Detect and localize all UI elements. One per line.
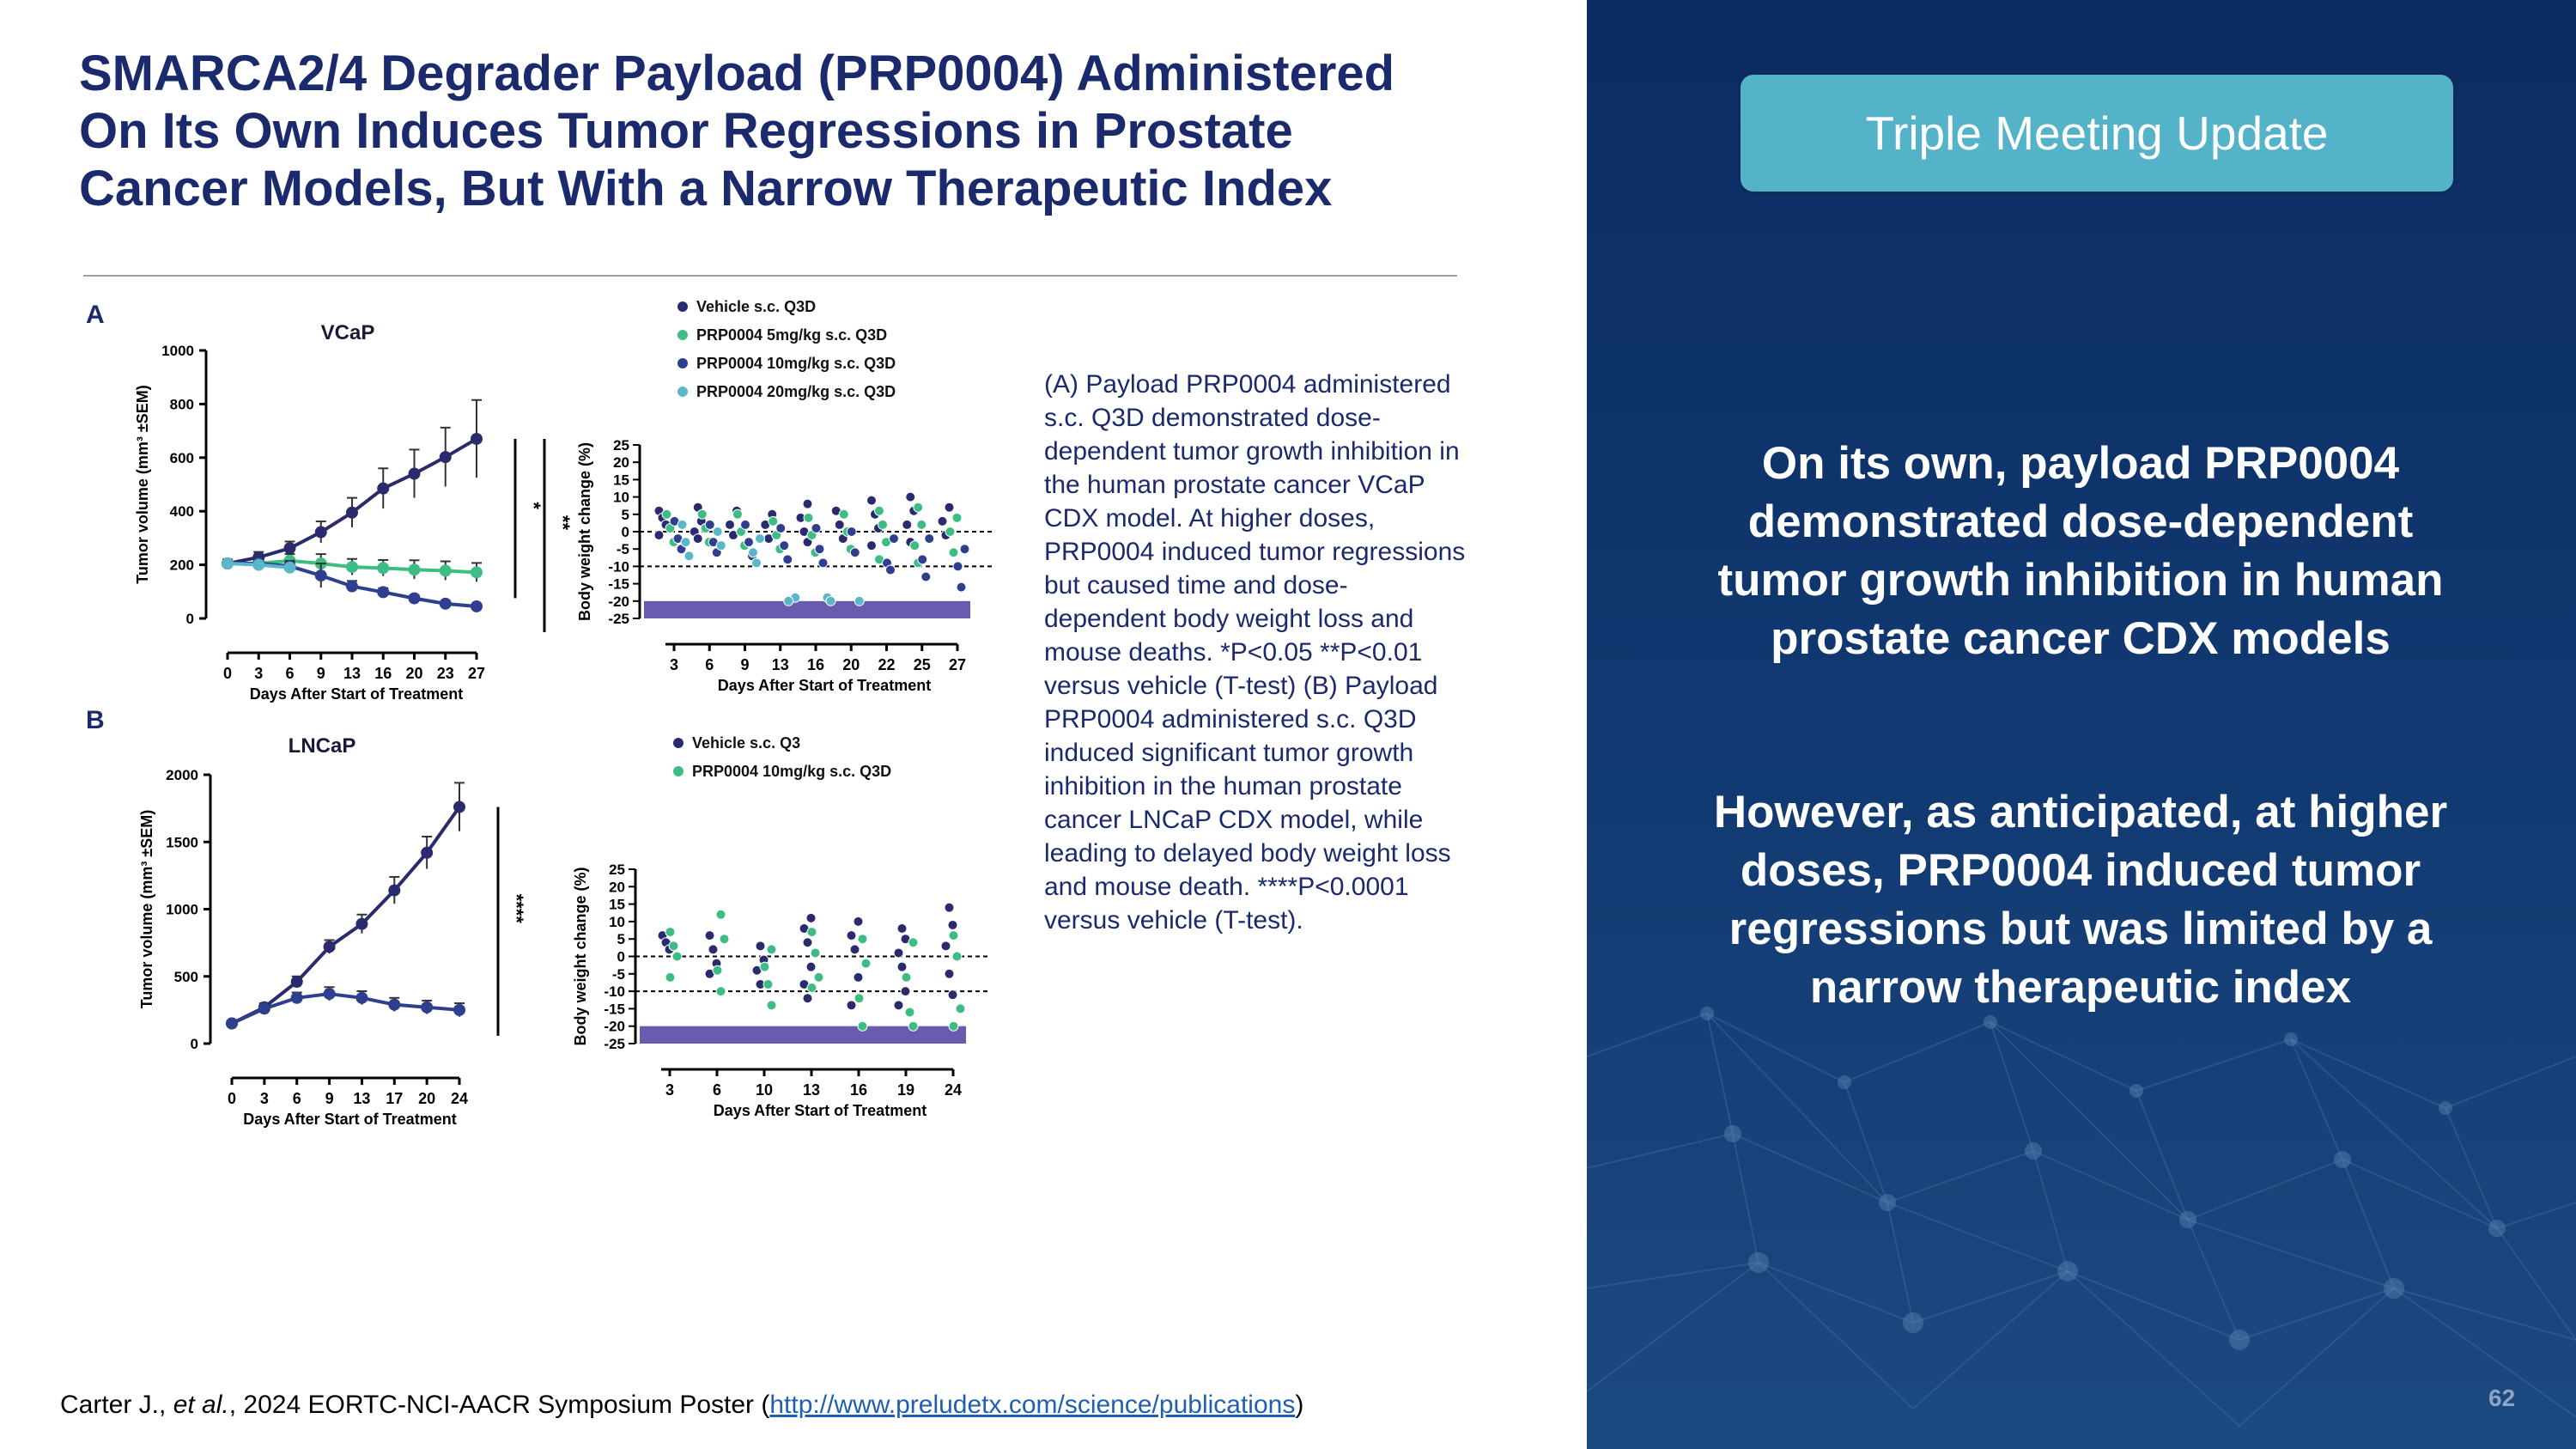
y-tick-label-b: 0 xyxy=(617,948,625,965)
body-weight-point-prp_5mg xyxy=(914,502,923,512)
x-tick-label-a: 16 xyxy=(374,665,392,682)
title-line: SMARCA2/4 Degrader Payload (PRP0004) Administered xyxy=(79,46,1395,101)
body-weight-point-vehicle xyxy=(708,945,718,954)
significance-label-a: ** xyxy=(552,514,574,531)
x-tick-label-a: 9 xyxy=(740,656,750,673)
body-weight-point-prp_10mg_b xyxy=(908,938,918,947)
body-weight-point-prp_20mg xyxy=(677,520,687,529)
body-weight-point-prp_5mg xyxy=(697,509,707,519)
body-weight-point-prp_10mg xyxy=(886,565,896,575)
body-weight-point-vehicle xyxy=(945,502,954,512)
body-weight-point-prp_5mg xyxy=(662,509,671,519)
x-tick-label-a: 3 xyxy=(669,656,679,673)
body-weight-point-prp_20mg xyxy=(756,534,765,544)
chart-title-a: VCaP xyxy=(320,321,375,344)
body-weight-point-vehicle xyxy=(854,916,863,926)
legend-label-prp_10mg_b: PRP0004 10mg/kg s.c. Q3D xyxy=(692,763,892,780)
body-weight-point-prp_10mg_b xyxy=(902,972,911,982)
x-axis-label-b: Days After Start of Treatment xyxy=(243,1111,457,1128)
body-weight-point-prp_10mg_b xyxy=(763,979,773,989)
body-weight-point-prp_5mg xyxy=(769,516,778,526)
y-tick-label-b: 5 xyxy=(617,931,625,948)
data-point-prp_5mg xyxy=(440,564,452,576)
y-tick-label-a: -25 xyxy=(608,611,629,627)
desc-line: but caused time and dose- xyxy=(1044,571,1348,600)
body-weight-point-prp_10mg_b xyxy=(908,1021,918,1031)
y-tick-label-a: 0 xyxy=(621,524,629,540)
y-tick-label-b: 15 xyxy=(609,896,625,913)
page-title xyxy=(79,45,1539,217)
body-weight-point-vehicle xyxy=(902,520,912,529)
panel-label-b: B xyxy=(86,706,105,734)
side-panel xyxy=(1587,0,2576,1449)
y-tick-label-a: -20 xyxy=(608,593,629,610)
body-weight-point-vehicle xyxy=(894,1001,903,1010)
body-weight-point-prp_5mg xyxy=(945,527,955,537)
body-weight-point-prp_10mg_b xyxy=(956,1004,965,1014)
x-tick-label-b: 6 xyxy=(292,1090,301,1107)
y-tick-label-b: 0 xyxy=(190,1036,198,1052)
legend-label-vehicle: Vehicle s.c. Q3D xyxy=(696,298,817,315)
body-weight-point-prp_20mg xyxy=(684,551,694,561)
y-tick-label-b: -25 xyxy=(604,1036,625,1052)
desc-line: versus vehicle (T-test). xyxy=(1044,906,1303,935)
body-weight-point-prp_10mg_b xyxy=(807,928,817,937)
data-point-vehicle xyxy=(355,918,368,930)
x-tick-label-a: 22 xyxy=(878,656,896,673)
x-tick-label-b: 9 xyxy=(325,1090,334,1107)
body-weight-point-prp_20mg xyxy=(713,527,722,537)
body-weight-point-vehicle xyxy=(806,913,816,922)
desc-line: PRP0004 administered s.c. Q3D xyxy=(1044,705,1417,734)
x-tick-label-a: 16 xyxy=(806,656,825,673)
body-weight-point-prp_10mg_b xyxy=(713,965,722,975)
figure-panels xyxy=(60,283,1091,1142)
key-message-line: narrow therapeutic index xyxy=(1809,962,2352,1013)
data-point-prp_10mg xyxy=(453,1004,465,1016)
legend-marker-prp_20mg xyxy=(677,387,688,397)
body-weight-point-prp_10mg_b xyxy=(665,928,675,937)
data-point-prp_10mg xyxy=(324,988,336,1000)
data-point-vehicle xyxy=(471,433,483,445)
data-point-prp_5mg xyxy=(409,563,421,575)
data-point-prp_20mg xyxy=(252,559,264,571)
body-weight-point-prp_5mg xyxy=(875,506,884,515)
data-point-vehicle xyxy=(324,941,336,953)
body-weight-point-vehicle xyxy=(850,945,860,954)
body-weight-point-prp_10mg xyxy=(957,582,966,592)
desc-line: CDX model. At higher doses, xyxy=(1044,504,1376,533)
body-weight-point-vehicle xyxy=(901,987,910,996)
y-axis-label-a: Tumor volume (mm³ ±SEM) xyxy=(134,385,151,584)
body-weight-point-prp_10mg xyxy=(705,520,714,529)
data-point-prp_5mg xyxy=(346,561,358,573)
x-tick-label-a: 13 xyxy=(771,656,789,673)
body-weight-point-prp_10mg_b xyxy=(858,1021,867,1031)
body-weight-point-prp_10mg_b xyxy=(949,1021,958,1031)
x-tick-label-a: 9 xyxy=(316,665,325,682)
body-weight-point-prp_10mg xyxy=(744,538,754,547)
body-weight-point-prp_10mg xyxy=(925,534,934,544)
body-weight-point-prp_20mg xyxy=(749,548,758,557)
title-line: Cancer Models, But With a Narrow Therapeutic Index xyxy=(79,161,1333,216)
body-weight-point-vehicle xyxy=(854,972,863,982)
desc-line: leading to delayed body weight loss xyxy=(1044,839,1451,868)
body-weight-point-vehicle xyxy=(894,948,903,958)
data-point-prp_10mg xyxy=(471,600,483,612)
data-point-prp_5mg xyxy=(377,562,389,574)
body-weight-point-prp_10mg xyxy=(780,541,789,551)
data-point-prp_10mg xyxy=(377,586,389,598)
data-point-vehicle xyxy=(409,468,421,480)
body-weight-point-prp_5mg xyxy=(949,548,958,557)
significance-label-a: * xyxy=(523,502,544,509)
body-weight-point-prp_20mg xyxy=(784,596,793,606)
legend-marker-vehicle xyxy=(673,738,683,748)
data-point-vehicle xyxy=(440,451,452,463)
data-point-prp_10mg xyxy=(355,992,368,1004)
body-weight-point-prp_10mg_b xyxy=(669,941,678,951)
body-weight-point-prp_10mg xyxy=(918,555,927,564)
body-weight-point-vehicle xyxy=(906,492,915,502)
y-tick-label-a: -10 xyxy=(608,558,629,575)
x-tick-label-b: 19 xyxy=(896,1081,915,1099)
data-point-prp_10mg xyxy=(409,593,421,605)
key-message-line: regressions but was limited by a xyxy=(1728,904,2433,954)
body-weight-point-vehicle xyxy=(847,931,856,941)
body-weight-point-prp_5mg xyxy=(804,513,813,522)
desc-line: (A) Payload PRP0004 administered xyxy=(1044,370,1451,399)
chart-title-b: LNCaP xyxy=(288,734,356,758)
legend-label-prp_20mg: PRP0004 20mg/kg s.c. Q3D xyxy=(696,383,896,400)
x-tick-label-b: 13 xyxy=(353,1090,371,1107)
y-tick-label-a: 200 xyxy=(169,557,194,574)
body-weight-point-prp_5mg xyxy=(878,520,888,529)
body-weight-point-vehicle xyxy=(945,969,954,978)
x-tick-label-b: 13 xyxy=(802,1081,821,1099)
body-weight-point-prp_10mg_b xyxy=(949,931,958,941)
body-weight-point-prp_10mg xyxy=(811,523,821,533)
x-tick-label-b: 16 xyxy=(849,1081,868,1099)
data-point-prp_5mg xyxy=(471,566,483,578)
data-point-prp_20mg xyxy=(222,557,234,569)
body-weight-point-prp_10mg xyxy=(741,520,750,529)
x-tick-label-b: 17 xyxy=(386,1090,404,1107)
body-weight-point-prp_10mg xyxy=(815,545,824,554)
x-tick-label-a: 27 xyxy=(467,665,486,682)
x-tick-label-b: 10 xyxy=(755,1081,774,1099)
body-weight-point-prp_5mg xyxy=(839,509,848,519)
body-weight-point-vehicle xyxy=(897,924,907,934)
y-axis-label-a: Body weight change (%) xyxy=(576,441,593,622)
body-weight-point-vehicle xyxy=(803,938,812,947)
data-point-vehicle xyxy=(388,885,400,897)
y-tick-label-b: 2000 xyxy=(166,767,198,783)
body-weight-point-prp_10mg xyxy=(921,572,931,581)
death-band-a xyxy=(644,601,970,618)
key-message-line: doses, PRP0004 induced tumor xyxy=(1740,845,2421,896)
desc-line: versus vehicle (T-test) (B) Payload xyxy=(1044,672,1438,700)
x-tick-label-b: 24 xyxy=(450,1090,469,1107)
data-point-vehicle xyxy=(421,847,433,859)
citation-close: ) xyxy=(1295,1391,1304,1419)
x-tick-label-a: 20 xyxy=(842,656,860,673)
body-weight-point-prp_10mg xyxy=(890,534,899,544)
desc-line: s.c. Q3D demonstrated dose- xyxy=(1044,404,1381,432)
desc-line: cancer LNCaP CDX model, while xyxy=(1044,806,1424,834)
data-point-prp_10mg xyxy=(421,1002,433,1014)
body-weight-point-prp_5mg xyxy=(952,513,962,522)
y-tick-label-a: -15 xyxy=(608,575,629,593)
x-axis-label-b: Days After Start of Treatment xyxy=(713,1102,927,1119)
y-tick-label-a: 400 xyxy=(169,503,194,521)
body-weight-point-vehicle xyxy=(705,931,714,941)
key-message-line: On its own, payload PRP0004 xyxy=(1761,438,2400,489)
body-weight-point-vehicle xyxy=(803,499,812,508)
x-tick-label-a: 23 xyxy=(436,665,454,682)
body-weight-point-prp_20mg xyxy=(826,596,835,606)
body-weight-point-vehicle xyxy=(693,534,702,544)
body-weight-point-prp_10mg_b xyxy=(858,935,867,944)
data-point-vehicle xyxy=(346,507,358,519)
x-tick-label-a: 25 xyxy=(913,656,931,673)
data-point-prp_10mg xyxy=(226,1018,238,1030)
key-message-2 xyxy=(1656,783,2506,1017)
y-tick-label-b: 500 xyxy=(173,968,198,985)
key-message-line: However, as anticipated, at higher xyxy=(1713,787,2448,837)
body-weight-point-prp_20mg xyxy=(681,538,690,547)
key-message-line: demonstrated dose-dependent xyxy=(1747,496,2414,547)
y-tick-label-a: 5 xyxy=(621,506,629,523)
body-weight-point-prp_20mg xyxy=(752,558,762,568)
key-message-1 xyxy=(1656,435,2506,668)
y-tick-label-b: 1000 xyxy=(166,901,198,918)
body-weight-point-prp_10mg_b xyxy=(811,948,820,958)
y-tick-label-a: 15 xyxy=(613,472,629,489)
x-tick-label-b: 20 xyxy=(418,1090,436,1107)
body-weight-point-vehicle xyxy=(756,941,765,951)
legend-marker-vehicle xyxy=(677,301,688,312)
significance-label-b: **** xyxy=(506,893,527,923)
x-tick-label-a: 13 xyxy=(343,665,361,682)
body-weight-point-prp_5mg xyxy=(733,509,743,519)
y-tick-label-b: 20 xyxy=(609,879,625,896)
data-point-prp_10mg xyxy=(440,598,452,610)
body-weight-point-vehicle xyxy=(726,520,735,529)
title-line: On Its Own Induces Tumor Regressions in Prostate xyxy=(79,103,1293,159)
legend-marker-prp_10mg_b xyxy=(673,766,683,776)
x-tick-label-b: 3 xyxy=(259,1090,269,1107)
body-weight-point-vehicle xyxy=(938,516,947,526)
desc-line: dependent tumor growth inhibition in xyxy=(1044,437,1460,466)
data-point-prp_10mg xyxy=(315,569,327,581)
body-weight-point-vehicle xyxy=(897,962,907,971)
y-tick-label-b: 25 xyxy=(609,861,625,878)
network-background xyxy=(1587,0,2576,1449)
legend-marker-prp_10mg xyxy=(677,358,688,368)
body-weight-point-vehicle xyxy=(867,541,877,551)
x-tick-label-a: 27 xyxy=(948,656,967,673)
y-tick-label-b: 1500 xyxy=(166,834,198,851)
data-point-prp_10mg xyxy=(258,1002,270,1014)
x-tick-label-b: 0 xyxy=(227,1090,237,1107)
body-weight-point-prp_10mg_b xyxy=(767,1001,776,1010)
body-weight-point-vehicle xyxy=(847,1001,856,1010)
meeting-badge: Triple Meeting Update xyxy=(1738,72,2456,194)
citation-etal: et al. xyxy=(173,1391,229,1419)
body-weight-point-prp_10mg xyxy=(847,527,856,537)
body-weight-point-prp_10mg_b xyxy=(665,972,675,982)
body-weight-point-vehicle xyxy=(803,994,812,1003)
legend-label-prp_5mg: PRP0004 5mg/kg s.c. Q3D xyxy=(696,326,888,344)
y-axis-label-b: Tumor volume (mm³ ±SEM) xyxy=(138,809,155,1009)
body-weight-point-prp_10mg_b xyxy=(767,945,776,954)
y-tick-label-a: 1000 xyxy=(161,343,194,359)
y-tick-label-a: 20 xyxy=(613,454,629,472)
data-point-prp_10mg xyxy=(291,992,303,1004)
y-axis-label-b: Body weight change (%) xyxy=(572,867,589,1046)
body-weight-point-prp_10mg xyxy=(850,548,860,557)
key-message-line: prostate cancer CDX models xyxy=(1771,613,2391,664)
x-axis-label-a: Days After Start of Treatment xyxy=(717,677,932,694)
citation-text: , 2024 EORTC-NCI-AACR Symposium Poster ( xyxy=(228,1391,770,1419)
key-message-line: tumor growth inhibition in human xyxy=(1717,555,2444,606)
panel-label-a: A xyxy=(86,301,105,329)
x-tick-label-a: 0 xyxy=(222,665,233,682)
desc-line: dependent body weight loss and xyxy=(1044,605,1414,633)
figure-description xyxy=(1044,368,1525,937)
data-point-vehicle xyxy=(284,542,296,554)
y-tick-label-a: 10 xyxy=(613,489,629,506)
body-weight-point-vehicle xyxy=(867,496,877,505)
body-weight-point-prp_10mg_b xyxy=(952,952,962,961)
x-axis-label-a: Days After Start of Treatment xyxy=(249,685,464,703)
x-tick-label-b: 3 xyxy=(665,1081,675,1099)
y-tick-label-a: 0 xyxy=(185,611,194,627)
y-tick-label-a: 25 xyxy=(613,437,629,454)
y-tick-label-b: -5 xyxy=(611,965,625,983)
body-weight-point-vehicle xyxy=(835,520,844,529)
citation xyxy=(60,1391,1303,1420)
body-weight-point-prp_10mg_b xyxy=(905,1008,914,1017)
body-weight-point-prp_10mg xyxy=(776,523,786,533)
legend-label-prp_10mg: PRP0004 10mg/kg s.c. Q3D xyxy=(696,355,896,372)
desc-line: and mouse death. ****P<0.0001 xyxy=(1044,873,1409,901)
x-tick-label-a: 6 xyxy=(705,656,714,673)
body-weight-point-vehicle xyxy=(941,941,951,951)
data-point-vehicle xyxy=(453,801,465,813)
x-tick-label-a: 20 xyxy=(405,665,423,682)
x-tick-label-a: 3 xyxy=(254,665,264,682)
desc-line: inhibition in the human prostate xyxy=(1044,772,1402,801)
body-weight-point-prp_10mg_b xyxy=(720,935,729,944)
publications-link[interactable]: http://www.preludetx.com/science/publications xyxy=(769,1391,1296,1419)
x-tick-label-a: 6 xyxy=(285,665,295,682)
y-tick-label-b: -10 xyxy=(604,983,625,1001)
body-weight-point-prp_5mg xyxy=(917,520,927,529)
series-line-vehicle xyxy=(232,807,459,1024)
body-weight-point-prp_5mg xyxy=(910,541,920,551)
body-weight-point-prp_10mg xyxy=(960,545,969,554)
body-weight-point-prp_20mg xyxy=(716,541,726,551)
y-tick-label-b: -20 xyxy=(604,1018,625,1035)
data-point-vehicle xyxy=(291,976,303,988)
desc-line: the human prostate cancer VCaP xyxy=(1044,471,1425,499)
data-point-vehicle xyxy=(377,483,389,495)
data-point-prp_10mg xyxy=(388,999,400,1011)
y-tick-label-a: 800 xyxy=(169,396,194,413)
title-divider xyxy=(83,275,1457,277)
body-weight-point-vehicle xyxy=(654,531,664,540)
legend-marker-prp_5mg xyxy=(677,330,688,340)
body-weight-point-vehicle xyxy=(806,962,816,971)
body-weight-point-prp_10mg_b xyxy=(814,972,823,982)
body-weight-point-prp_10mg_b xyxy=(861,959,871,968)
x-tick-label-b: 24 xyxy=(944,1081,963,1099)
body-weight-point-prp_10mg_b xyxy=(716,987,726,996)
y-tick-label-b: 10 xyxy=(609,913,625,930)
data-point-vehicle xyxy=(315,527,327,539)
page-number: 62 xyxy=(2488,1385,2516,1411)
body-weight-point-prp_10mg_b xyxy=(807,983,817,993)
y-tick-label-b: -15 xyxy=(604,1001,625,1018)
y-tick-label-a: -5 xyxy=(616,541,629,558)
body-weight-point-prp_20mg xyxy=(854,596,864,606)
data-point-prp_20mg xyxy=(284,562,296,574)
body-weight-point-vehicle xyxy=(948,920,957,929)
y-tick-label-a: 600 xyxy=(169,449,194,466)
body-weight-point-prp_10mg xyxy=(783,555,793,564)
body-weight-point-prp_10mg_b xyxy=(854,994,864,1003)
data-point-prp_10mg xyxy=(346,581,358,593)
desc-line: induced significant tumor growth xyxy=(1044,739,1414,767)
desc-line: mouse deaths. *P<0.05 **P<0.01 xyxy=(1044,638,1423,667)
body-weight-point-prp_10mg xyxy=(953,562,963,571)
body-weight-point-vehicle xyxy=(948,990,957,1000)
body-weight-point-prp_10mg_b xyxy=(760,962,769,971)
body-weight-point-prp_10mg xyxy=(818,558,828,568)
legend-label-vehicle: Vehicle s.c. Q3 xyxy=(692,734,801,752)
body-weight-point-prp_10mg_b xyxy=(672,952,682,961)
desc-line: PRP0004 induced tumor regressions xyxy=(1044,538,1466,566)
body-weight-point-prp_10mg_b xyxy=(716,910,726,919)
citation-authors: Carter J., xyxy=(60,1391,173,1419)
body-weight-point-vehicle xyxy=(945,903,954,912)
x-tick-label-b: 6 xyxy=(712,1081,722,1099)
